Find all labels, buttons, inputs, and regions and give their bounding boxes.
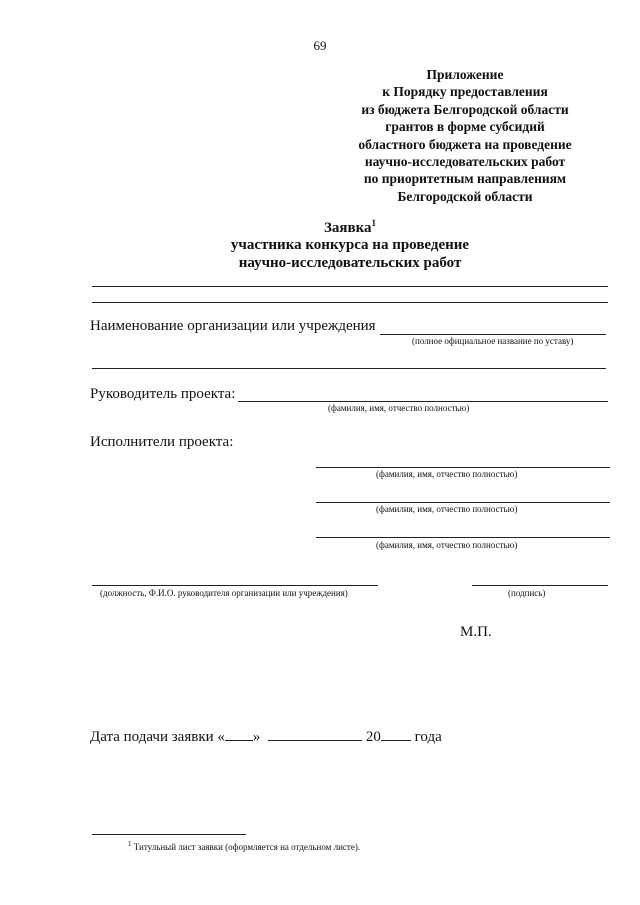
application-subtitle [160, 236, 540, 272]
head-input-line[interactable] [238, 401, 608, 402]
footnote-mark: 1 [128, 840, 132, 848]
head-caption: (фамилия, имя, отчество полностью) [328, 403, 470, 413]
date-quote-close: » [252, 729, 261, 745]
signature-caption: (подпись) [508, 588, 546, 598]
footnote-text: Титульный лист заявки (оформляется на отдельном листе). [133, 842, 361, 852]
executor-caption: (фамилия, имя, отчество полностью) [376, 504, 518, 514]
year-input-line[interactable] [381, 728, 411, 741]
executors-label: Исполнители проекта: [90, 434, 234, 450]
appendix-line: Белгородской области [397, 188, 533, 204]
title-footnote-mark: 1 [371, 218, 377, 228]
appendix-line: научно-исследовательских работ [364, 154, 566, 170]
date-line [90, 728, 442, 746]
date-suffix: года [414, 729, 442, 745]
signature-input-line[interactable] [472, 585, 608, 586]
footnote-separator [92, 834, 246, 835]
position-input-line[interactable] [92, 585, 378, 586]
blank-line [92, 286, 608, 287]
title-heading: Заявка [323, 220, 372, 236]
subtitle-line: участника конкурса на проведение [230, 237, 470, 253]
executor-input-line[interactable] [316, 467, 610, 468]
executor-caption: (фамилия, имя, отчество полностью) [376, 540, 518, 550]
organization-input-line-2[interactable] [92, 368, 606, 369]
appendix-line: грантов в форме субсидий [385, 119, 545, 135]
month-input-line[interactable] [268, 728, 362, 741]
appendix-line: из бюджета Белгородской области [361, 101, 569, 117]
organization-caption: (полное официальное название по уставу) [412, 336, 574, 346]
day-input-line[interactable] [225, 728, 253, 741]
position-caption: (должность, Ф.И.О. руководителя организации или учреждения) [100, 588, 348, 598]
head-label: Руководитель проекта: [90, 386, 236, 402]
executor-caption: (фамилия, имя, отчество полностью) [376, 469, 518, 479]
page-number: 69 [313, 38, 327, 53]
stamp-label: М.П. [460, 624, 492, 640]
subtitle-line: научно-исследовательских работ [238, 255, 462, 271]
appendix-line: Приложение [426, 67, 504, 82]
executor-input-line[interactable] [316, 537, 610, 538]
date-century: 20 [365, 729, 381, 745]
appendix-line: по приоритетным направлениям [363, 171, 567, 187]
appendix-line: областного бюджета на проведение [358, 136, 572, 152]
footnote [128, 840, 360, 852]
date-prefix: Дата подачи заявки « [90, 729, 225, 745]
executor-input-line[interactable] [316, 502, 610, 503]
organization-label: Наименование организации или учреждения [90, 318, 376, 334]
application-title [200, 218, 500, 237]
organization-input-line[interactable] [380, 334, 606, 335]
blank-line [92, 302, 608, 303]
appendix-line: к Порядку предоставления [382, 84, 548, 100]
appendix-block [345, 66, 585, 205]
